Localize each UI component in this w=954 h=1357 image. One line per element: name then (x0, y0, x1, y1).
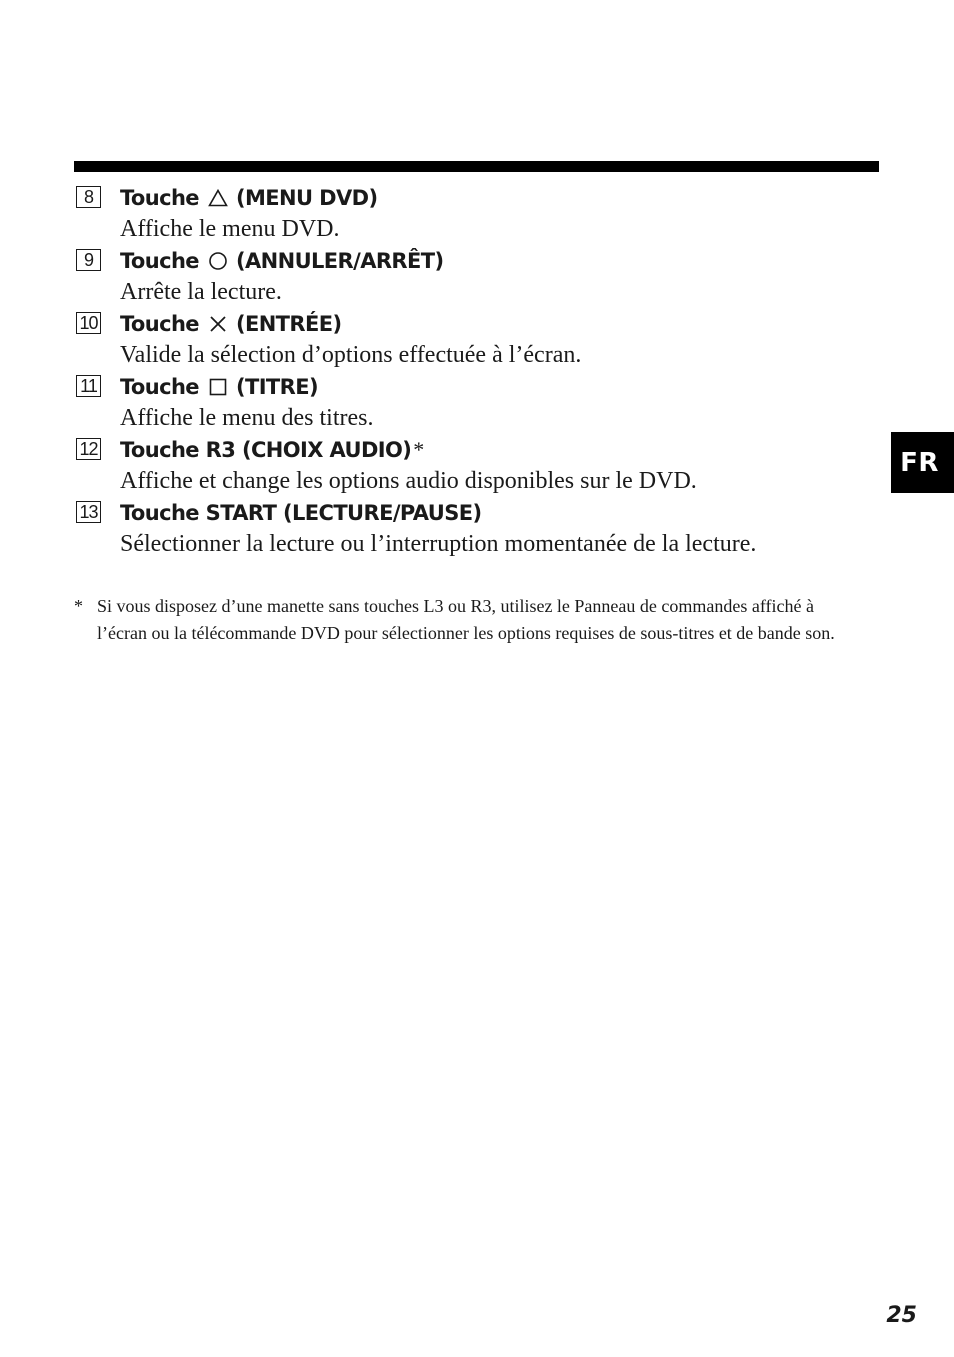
item-heading (76, 496, 876, 529)
footnote (74, 593, 864, 647)
item-heading (76, 181, 876, 214)
list-item (76, 307, 876, 370)
item-description: Sélectionner la lecture ou l’interruption momentanée de la lecture. (120, 531, 757, 557)
item-title-suffix: (TITRE) (235, 374, 318, 399)
item-title-suffix: (MENU DVD) (235, 185, 378, 210)
cross-icon (208, 314, 228, 334)
item-number-box: 9 (76, 249, 101, 271)
page-number: 25 (886, 1303, 917, 1328)
language-tab: FR (891, 432, 954, 493)
item-description: Affiche le menu des titres. (120, 405, 374, 431)
item-description: Affiche et change les options audio disponibles sur le DVD. (120, 468, 697, 494)
item-title: Touche R3 (CHOIX AUDIO) (120, 437, 412, 462)
item-number-box: 10 (76, 312, 101, 334)
item-title-suffix: (ENTRÉE) (235, 311, 342, 336)
item-number-box: 12 (76, 438, 101, 460)
item-number-box: 11 (76, 375, 101, 397)
item-title: Touche (120, 311, 199, 336)
section-rule (74, 161, 879, 172)
item-description: Valide la sélection d’options effectuée à l’écran. (120, 342, 582, 368)
button-description-list (76, 181, 876, 559)
footnote-marker: * (74, 596, 83, 616)
item-heading (76, 370, 876, 403)
item-number-box: 8 (76, 186, 101, 208)
item-description: Arrête la lecture. (120, 279, 282, 305)
item-heading (76, 307, 876, 340)
footnote-text: Si vous disposez d’une manette sans touches L3 ou R3, utilisez le Panneau de commandes affiché à l’écran ou la télécommande DVD pour sélectionner les options requises de sous-titres et de bande son. (97, 596, 835, 643)
item-title: Touche (120, 185, 199, 210)
list-item (76, 181, 876, 244)
triangle-icon (208, 188, 228, 208)
item-number-box: 13 (76, 501, 101, 523)
item-heading (76, 244, 876, 277)
list-item (76, 433, 876, 496)
item-title-suffix: (ANNULER/ARRÊT) (235, 248, 444, 273)
list-item (76, 370, 876, 433)
item-title: Touche (120, 248, 199, 273)
footnote-reference: * (413, 436, 425, 462)
item-description: Affiche le menu DVD. (120, 216, 340, 242)
item-heading (76, 433, 876, 466)
item-title: Touche START (LECTURE/PAUSE) (120, 500, 482, 525)
list-item (76, 244, 876, 307)
square-icon (208, 377, 228, 397)
circle-icon (208, 251, 228, 271)
item-title: Touche (120, 374, 199, 399)
list-item (76, 496, 876, 559)
